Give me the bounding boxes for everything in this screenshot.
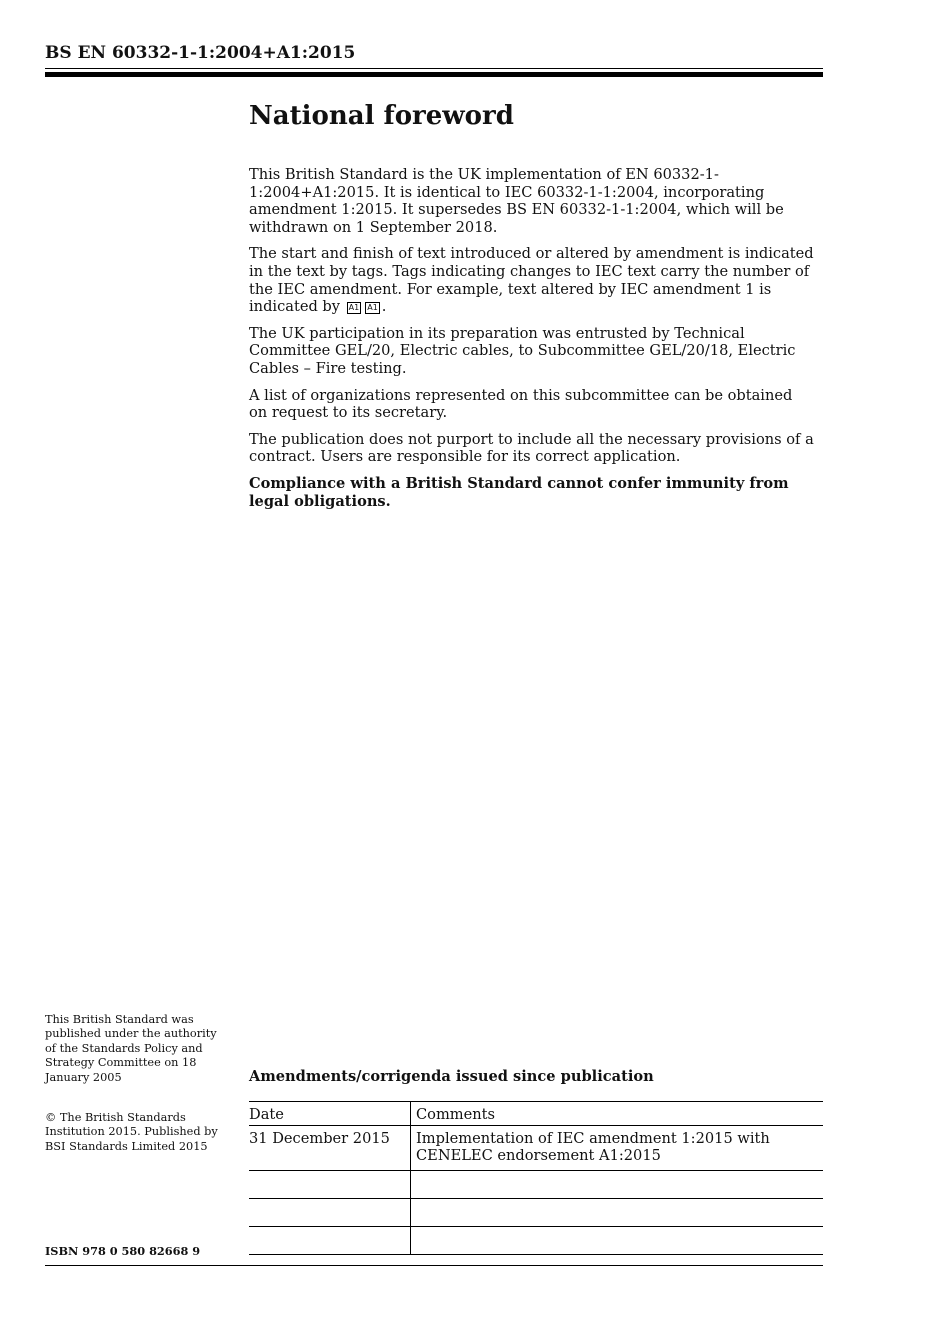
foreword-paragraph-provisions: The publication does not purport to include all the necessary provisions of a contract. Users are responsible for its correct application. — [249, 430, 814, 466]
page-title: National foreword — [249, 101, 514, 131]
amendment-end-tag-icon: A1 — [367, 303, 378, 313]
column-header-date: Date — [249, 1102, 411, 1126]
foreword-paragraph-committee: The UK participation in its preparation was entrusted by Technical Committee GEL/20, Electric cables, to Subcommittee GEL/20/18, Electric Cables – Fire testing. — [249, 324, 796, 377]
amendment-date: 31 December 2015 — [249, 1126, 411, 1171]
table-header-row — [249, 1102, 823, 1126]
amendment-start-tag-icon: A1 — [348, 303, 360, 313]
copyright-note — [45, 1111, 230, 1154]
copyright-text: © The British Standards Institution 2015. Published by BSI Standards Limited 2015 — [45, 1111, 218, 1153]
table-row-empty — [249, 1171, 823, 1199]
tags-text-end: . — [381, 298, 387, 316]
foreword-paragraph-tags — [249, 245, 815, 315]
table-row-empty — [249, 1199, 823, 1227]
tags-text: The start and finish of text introduced or altered by amendment is indicated in the text by tags. Tags indicating changes to IEC text carry the number of the IEC amendment. For example, text altered by IEC amendment 1 is indicated by — [249, 245, 814, 316]
table-row-empty — [249, 1227, 823, 1255]
footer-rule — [45, 1265, 823, 1266]
header-rule-thick — [45, 72, 823, 77]
amendments-heading: Amendments/corrigenda issued since publication — [249, 1068, 654, 1085]
column-header-comments: Comments — [411, 1102, 824, 1126]
foreword-paragraph-implementation: This British Standard is the UK implementation of EN 60332-1-1:2004+A1:2015. It is identical to IEC 60332-1-1:2004, incorporating amendment 1:2015. It supersedes BS EN 60332-1-1:2004, which will be withdrawn on 1 September 2018. — [249, 166, 784, 236]
compliance-statement: Compliance with a British Standard cannot confer immunity from legal obligations. — [249, 474, 789, 510]
document-id: BS EN 60332-1-1:2004+A1:2015 — [45, 43, 356, 63]
amendment-comment: Implementation of IEC amendment 1:2015 with CENELEC endorsement A1:2015 — [411, 1126, 824, 1171]
isbn: ISBN 978 0 580 82668 9 — [45, 1244, 201, 1258]
foreword-paragraph-organizations: A list of organizations represented on this subcommittee can be obtained on request to its secretary. — [249, 386, 793, 422]
amendments-table — [249, 1101, 823, 1255]
header-rule-thin — [45, 68, 823, 69]
authority-note — [45, 1013, 230, 1085]
authority-text: This British Standard was published under the authority of the Standards Policy and Strategy Committee on 18 January 2005 — [45, 1013, 217, 1084]
foreword-body — [249, 166, 815, 519]
table-row — [249, 1126, 823, 1171]
